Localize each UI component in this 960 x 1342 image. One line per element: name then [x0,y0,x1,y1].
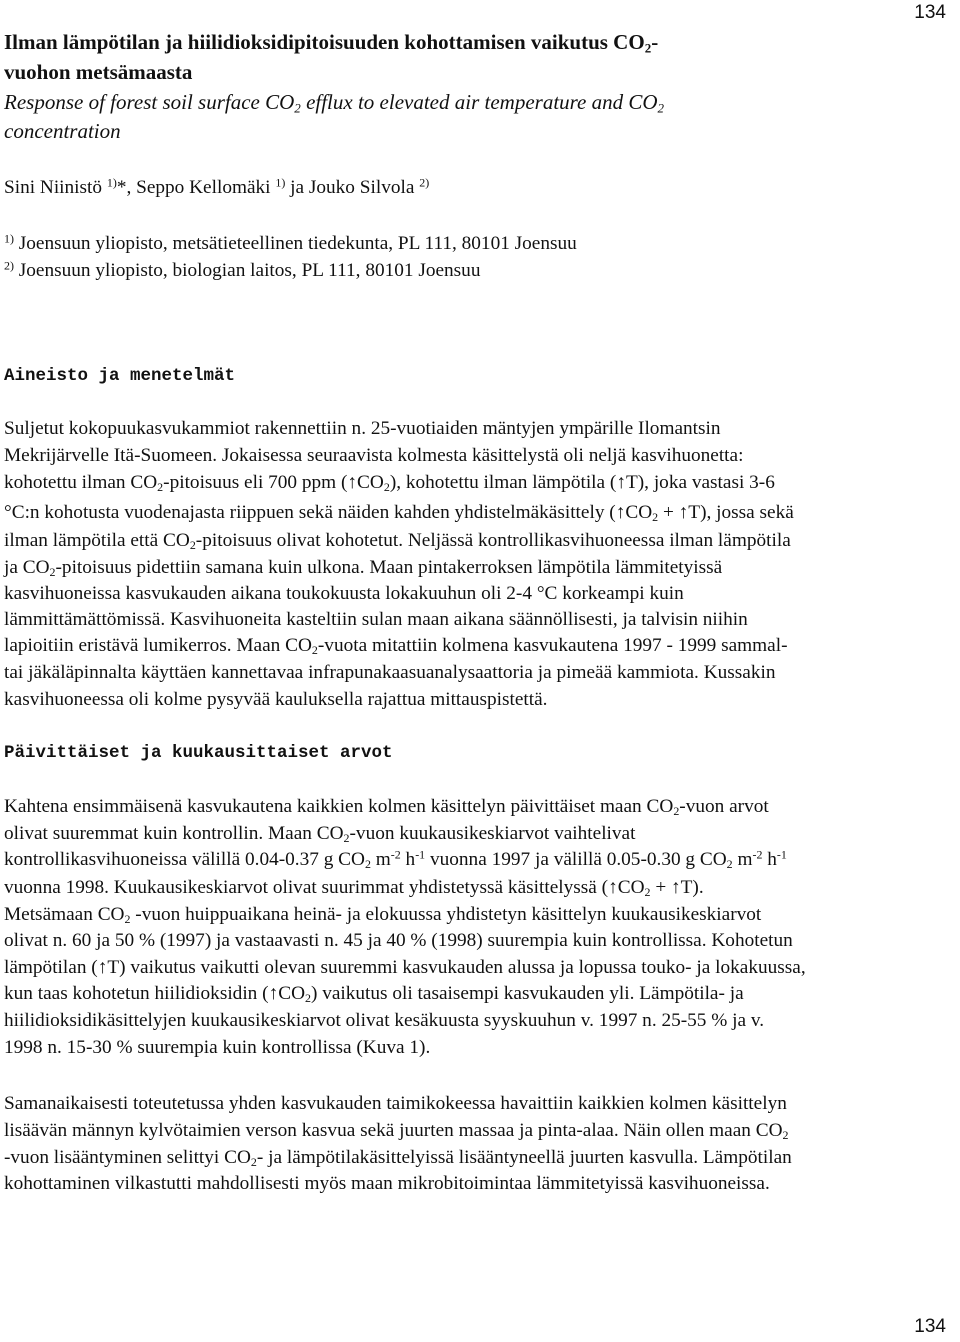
p3-line: -vuon lisääntyminen selittyi $CO_2-$ ja lämpötilakäsittelyissä lisääntyneellä juurten kasvulla. Lämpötilan [4,1147,792,1169]
page-number-bottom: 134 [914,1316,946,1337]
p2-line: kun taas kohotetun hiilidioksidin (↑ $CO_2$) vaikutus oli tasaisempi kasvukauden yli. Lämpötila- ja [4,982,744,1006]
p1-line: kohotettu ilman $CO_2$-pitoisuus eli 700 ppm (↑ $CO_2$), kohotettu ilman lämpötila (↑ T), joka vastasi 3-6 [4,471,775,495]
section-heading-daily-monthly: Päivittäiset ja kuukausittaiset arvot [4,743,393,763]
p3-line: lisäävän männyn kylvötaimien verson kasvua sekä juurten massaa ja pinta-alaa. Näin ollen maan $CO_2$ [4,1120,789,1142]
page-number-top: 134 [914,2,946,23]
p1-line: kasvihuoneissa kasvukauden aikana toukokuusta lokakuuhun oli 2-4 °C korkeampi kuin [4,583,684,604]
p1-line: °C:n kohotusta vuodenajasta riippuen sekä näiden kahden yhdistelmäkäsittely (↑ $CO_2$ + ↑ T), jossa sekä [4,501,794,525]
p1-line: lapioitiin eristävä lumikerros. Maan $CO_2$-vuota mitattiin kolmena kasvukautena 1997 - 1999 sammal- [4,635,788,657]
p2-line: lämpötilan (↑ T) vaikutus vaikutti olevan suuremmi kasvukauden alussa ja lopussa touko- ja lokakuussa, [4,956,806,980]
p2-line: Metsämaan $CO_2$ -vuon huippuaikana heinä- ja elokuussa yhdistetyn käsittelyn kuukausikeskiarvot [4,904,762,926]
affiliation-1: $^{1)}$ Joensuun yliopisto, metsätieteellinen tiedekunta, PL 111, 80101 Joensuu [4,231,577,254]
p1-line: Suljetut kokopuukasvukammiot rakennettiin n. 25-vuotiaiden mäntyjen ympärille Ilomantsin [4,418,721,439]
up-arrow-icon [679,502,689,523]
p2-line: 1998 n. 15-30 % suurempia kuin kontrollissa (Kuva 1). [4,1037,431,1058]
p1-line: ilman lämpötila että $CO_2$-pitoisuus olivat kohotetut. Neljässä kontrollikasvihuoneessa ilman lämpötila [4,530,791,552]
affiliation-2: $^{2)}$ Joensuun yliopisto, biologian laitos, PL 111, 80101 Joensuu [4,258,481,281]
up-arrow-icon [608,877,618,898]
title-finnish-line1: Ilman lämpötilan ja hiilidioksidipitoisuuden kohottamisen vaikutus $CO_2-$ [4,30,659,56]
up-arrow-icon [616,472,626,493]
authors: Sini Niinistö $^{1)}$*, Seppo Kellomäki $^{1)}$ ja Jouko Silvola $^{2)}$ [4,175,430,198]
title-english-line1: Response of forest soil surface $CO_2$ efflux to elevated air temperature and $CO_2$ [4,90,665,116]
up-arrow-icon [347,472,357,493]
p3-line: Samanaikaisesti toteutetussa yhden kasvukauden taimikokeessa havaittiin kaikkien kolmen käsittelyn [4,1093,787,1114]
p1-line: kasvihuoneessa oli kolme pysyvää kauluksella rajattua mittauspistettä. [4,689,548,710]
p1-line: tai jäkäläpinnalta käyttäen kannettavaa infrapunakaasuanalysaattoria ja pimeää kammiota. Kussakin [4,662,776,683]
p1-line: lämmittämättömissä. Kasvihuoneita kasteltiin sulan maan aikana säännöllisesti, ja talvisin niihin [4,609,748,630]
up-arrow-icon [671,877,681,898]
up-arrow-icon [269,983,279,1004]
p2-line: olivat suuremmat kuin kontrollin. Maan $CO_2$-vuon kuukausikeskiarvot vaihtelivat [4,823,636,845]
up-arrow-icon [616,502,626,523]
p2-line: vuonna 1998. Kuukausikeskiarvot olivat suurimmat yhdistetyssä käsittelyssä (↑ $CO_2$ + ↑ T). [4,876,704,900]
up-arrow-icon [98,957,108,978]
section-heading-methods: Aineisto ja menetelmät [4,366,236,386]
p2-line: Kahtena ensimmäisenä kasvukautena kaikkien kolmen käsittelyn päivittäiset maan $CO_2$-vuon arvot [4,796,769,818]
p3-line: kohottaminen vilkastutti mahdollisesti myös maan mikrobitoimintaa lämmitetyissä kasvihuoneissa. [4,1173,770,1194]
p1-line: ja $CO_2$-pitoisuus pidettiin samana kuin ulkona. Maan pintakerroksen lämpötila lämmitetyissä [4,557,723,579]
p1-line: Mekrijärvelle Itä-Suomeen. Jokaisessa seuraavista kolmesta käsittelystä oli neljä kasvihuonetta: [4,445,744,466]
p2-line: hiilidioksidikäsittelyjen kuukausikeskiarvot olivat kesäkuusta syyskuuhun v. 1997 n. 25-55 % ja v. [4,1010,765,1031]
title-english-line2: concentration [4,119,121,143]
title-finnish-line2: vuohon metsämaasta [4,60,193,84]
p2-line: olivat n. 60 ja 50 % (1997) ja vastaavasti n. 45 ja 40 % (1998) suurempia kuin kontrollissa. Kohotetun [4,930,793,951]
p2-line: kontrollikasvihuoneissa välillä 0.04-0.37 g $CO_2$ $m^{-2}$ $h^{-1}$ vuonna 1997 ja välillä 0.05-0.30 g $CO_2$ $m^{-2}$ $h^{-1}$ [4,847,787,871]
